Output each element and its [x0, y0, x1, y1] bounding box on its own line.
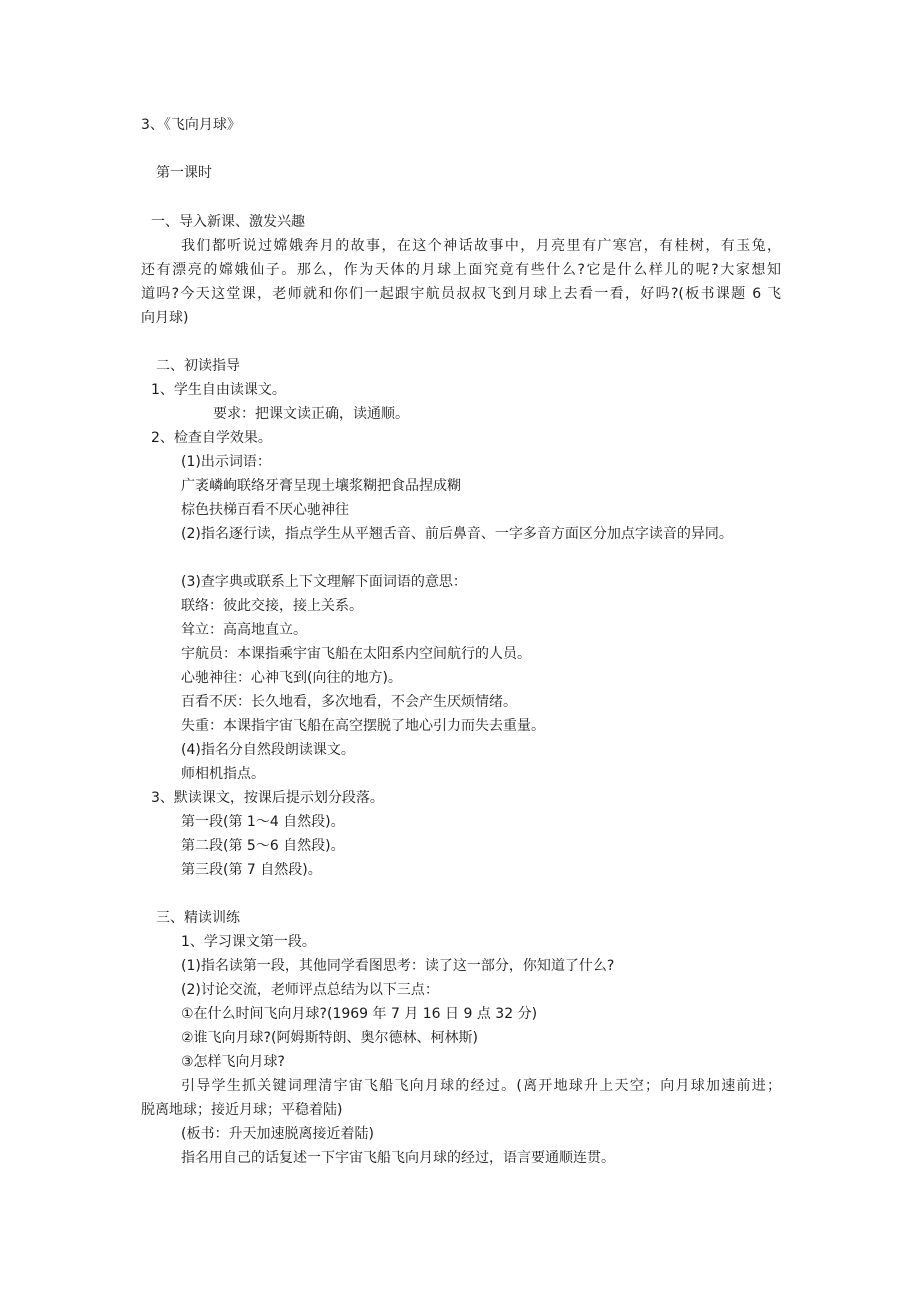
- paragraph-line: 引导学生抓关键词理清宇宙飞船飞向月球的经过。(离开地球升上天空；向月球加速前进；: [181, 1078, 781, 1094]
- definition: 失重：本课指宇宙飞船在高空摆脱了地心引力而失去重量。: [181, 718, 545, 734]
- point-item: ①在什么时间飞向月球?(1969 年 7 月 16 日 9 点 32 分): [181, 1006, 538, 1022]
- lesson-label: 第一课时: [156, 165, 212, 181]
- paragraph-line: 我们都听说过嫦娥奔月的故事，在这个神话故事中，月亮里有广寒宫，有桂树，有玉兔，: [181, 238, 781, 254]
- point-item: ③怎样飞向月球?: [181, 1054, 285, 1070]
- paragraph-line: 脱离地球；接近月球；平稳着陆): [141, 1102, 343, 1118]
- paragraph-line: 向月球): [141, 310, 189, 326]
- list-item: 要求：把课文读正确，读通顺。: [213, 406, 409, 422]
- list-item: (4)指名分自然段朗读课文。: [181, 742, 355, 758]
- definition: 心驰神往：心神飞到(向往的地方)。: [181, 670, 402, 686]
- list-item: 1、学生自由读课文。: [151, 382, 286, 398]
- section-1-heading: 一、导入新课、激发兴趣: [151, 214, 305, 230]
- list-item: (1)指名读第一段，其他同学看图思考：读了这一部分，你知道了什么?: [181, 958, 615, 974]
- definition: 百看不厌：长久地看，多次地看，不会产生厌烦情绪。: [181, 694, 517, 710]
- list-item: 3、默读课文，按课后提示划分段落。: [151, 790, 384, 806]
- list-item: (2)讨论交流，老师评点总结为以下三点：: [181, 982, 439, 998]
- definition: 联络：彼此交接，接上关系。: [181, 598, 363, 614]
- list-item: (2)指名逐行读，指点学生从平翘舌音、前后鼻音、一字多音方面区分加点字读音的异同。: [181, 526, 733, 542]
- word-list: 广袤嶙峋联络牙膏呈现土壤浆糊把食品捏成糊: [181, 478, 461, 494]
- definition: 耸立：高高地直立。: [181, 622, 307, 638]
- section-2-heading: 二、初读指导: [156, 358, 240, 374]
- segment-item: 第一段(第 1～4 自然段)。: [181, 814, 345, 830]
- paragraph-line: 指名用自己的话复述一下宇宙飞船飞向月球的经过，语言要通顺连贯。: [181, 1150, 615, 1166]
- point-item: ②谁飞向月球?(阿姆斯特朗、奥尔德林、柯林斯): [181, 1030, 478, 1046]
- list-item: (3)查字典或联系上下文理解下面词语的意思：: [181, 574, 467, 590]
- definition: 宇航员：本课指乘宇宙飞船在太阳系内空间航行的人员。: [181, 646, 531, 662]
- paragraph-line: 道吗?今天这堂课，老师就和你们一起跟宇航员叔叔飞到月球上去看一看，好吗?(板书课题 6 飞: [141, 286, 781, 302]
- list-item: 师相机指点。: [181, 766, 265, 782]
- document-title: 3、《飞向月球》: [141, 117, 241, 133]
- paragraph-line: 还有漂亮的嫦娥仙子。那么，作为天体的月球上面究竟有些什么?它是什么样儿的呢?大家想知: [141, 262, 781, 278]
- segment-item: 第三段(第 7 自然段)。: [181, 862, 322, 878]
- segment-item: 第二段(第 5～6 自然段)。: [181, 838, 345, 854]
- section-3-heading: 三、精读训练: [156, 910, 240, 926]
- list-item: 1、学习课文第一段。: [181, 934, 316, 950]
- board-note: (板书：升天加速脱离接近着陆): [181, 1126, 374, 1142]
- word-list: 棕色扶梯百看不厌心驰神往: [181, 502, 349, 518]
- list-item: (1)出示词语：: [181, 454, 271, 470]
- list-item: 2、检查自学效果。: [151, 430, 272, 446]
